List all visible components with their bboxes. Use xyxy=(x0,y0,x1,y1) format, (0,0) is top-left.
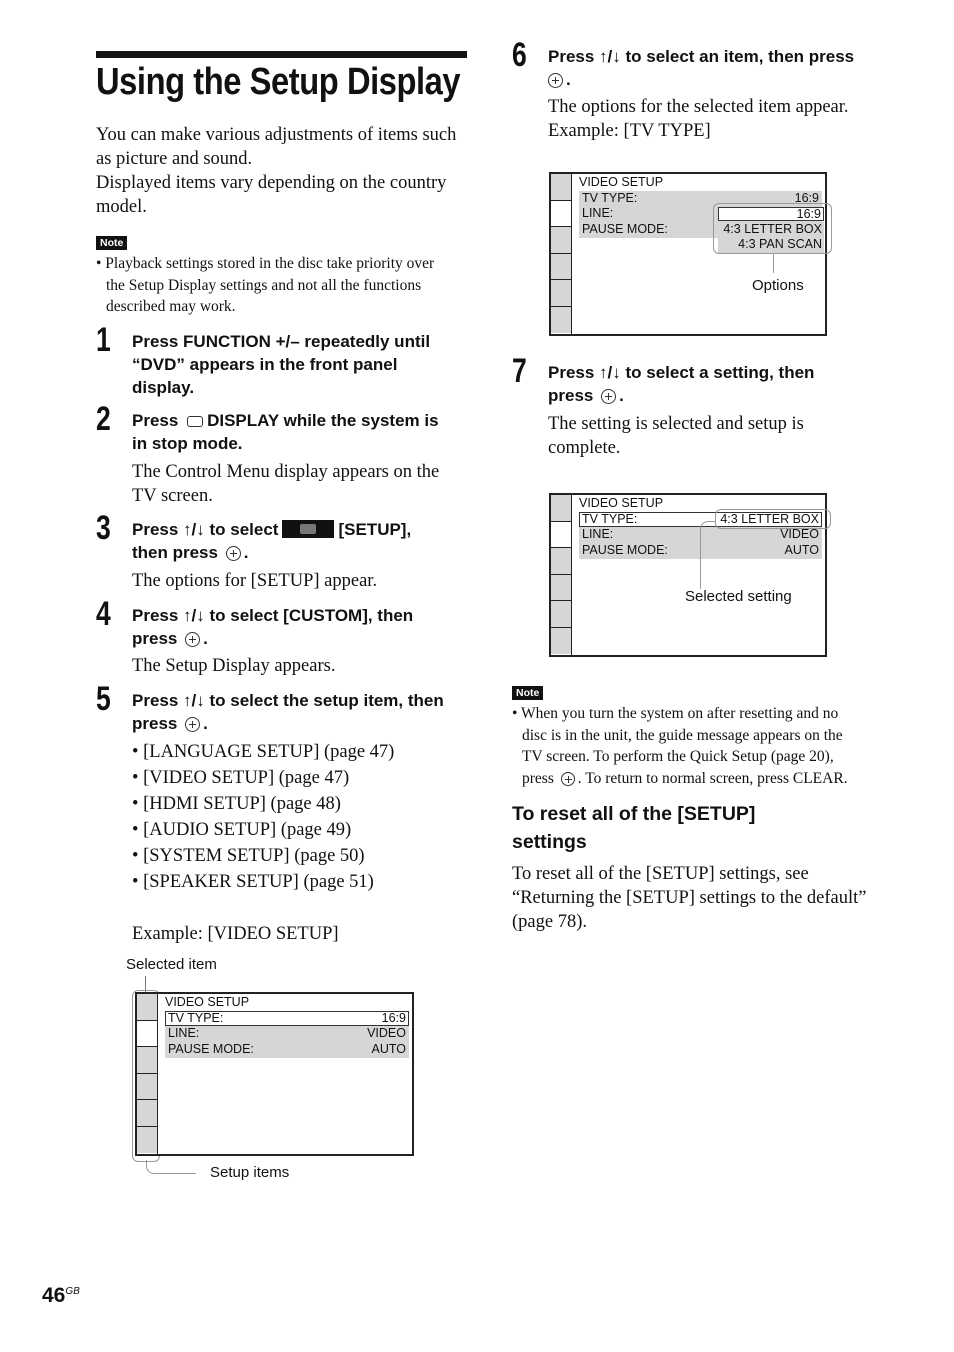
list-item: • [LANGUAGE SETUP] (page 47) xyxy=(132,742,395,762)
step-3-text: Press ↑/↓ to select [SETUP], then press . xyxy=(132,520,412,562)
step-2-text xyxy=(132,409,472,455)
selected-setting-callout: Selected setting xyxy=(685,588,792,605)
setup-tab-selected[interactable] xyxy=(137,1021,157,1048)
setting-value: AUTO xyxy=(371,1042,406,1056)
note-line: the Setup Display settings and not all the functions xyxy=(106,276,422,294)
note-line: TV screen. To perform the Quick Setup (page 20), xyxy=(522,748,834,765)
setting-row[interactable] xyxy=(165,1026,409,1042)
setting-value: VIDEO xyxy=(780,527,819,541)
enter-button-icon xyxy=(601,389,616,404)
setup-tab-selected[interactable] xyxy=(551,201,571,228)
option-item[interactable]: 4:3 PAN SCAN xyxy=(718,237,824,253)
example-caption: Example: [VIDEO SETUP] xyxy=(132,924,339,944)
setup-tab[interactable] xyxy=(551,227,571,254)
reset-text xyxy=(512,862,902,934)
desc-line: Example: [TV TYPE] xyxy=(548,121,711,141)
reset-line: (page 78). xyxy=(512,912,587,932)
selected-setting-bracket xyxy=(715,509,831,529)
setting-value: 4:3 LETTER BOX xyxy=(720,512,819,526)
step-6-desc xyxy=(548,95,849,143)
setting-label: PAUSE MODE: xyxy=(168,1042,254,1056)
enter-button-icon xyxy=(185,632,200,647)
screen-header: VIDEO SETUP xyxy=(165,995,250,1009)
list-item: • [SYSTEM SETUP] (page 50) xyxy=(132,846,365,866)
heading-line: settings xyxy=(512,831,587,853)
setup-tab[interactable] xyxy=(551,601,571,628)
setup-tab[interactable] xyxy=(551,307,571,334)
step-3-desc: The options for [SETUP] appear. xyxy=(132,571,378,591)
page-number xyxy=(42,1284,80,1308)
enter-button-icon xyxy=(226,546,241,561)
note-line: press xyxy=(522,769,554,787)
reset-line: To reset all of the [SETUP] settings, see xyxy=(512,864,809,884)
list-item: • [VIDEO SETUP] (page 47) xyxy=(132,768,350,788)
setting-label: TV TYPE: xyxy=(582,191,638,205)
setting-row-selected[interactable] xyxy=(165,1011,409,1026)
step-line: [SETUP], xyxy=(338,520,412,539)
options-bracket xyxy=(713,203,832,254)
note-line: • When you turn the system on after resetting and no xyxy=(512,705,839,722)
setup-tab[interactable] xyxy=(551,495,571,522)
step-line: display. xyxy=(132,378,195,397)
step-number: 5 xyxy=(96,680,111,718)
step-2-desc xyxy=(132,460,439,508)
step-line: in stop mode. xyxy=(132,434,243,453)
enter-button-icon xyxy=(185,717,200,732)
setup-tab-column xyxy=(137,994,158,1154)
step-line: Press xyxy=(132,411,179,430)
page-number-value: 46 xyxy=(42,1284,66,1307)
page-suffix: GB xyxy=(65,1286,80,1297)
heading-line: To reset all of the [SETUP] xyxy=(512,803,756,825)
step-line: Press ↑/↓ to select a setting, then xyxy=(548,363,815,382)
enter-button-icon xyxy=(548,73,563,88)
step-1-text xyxy=(132,330,472,399)
step-line: press xyxy=(132,629,178,648)
setup-tab-selected[interactable] xyxy=(551,522,571,549)
screen-header: VIDEO SETUP xyxy=(579,175,664,189)
setting-label: PAUSE MODE: xyxy=(582,543,668,557)
setup-tab[interactable] xyxy=(551,254,571,281)
setting-label: LINE: xyxy=(582,527,614,541)
note-line: described may work. xyxy=(106,298,236,315)
setup-tab-column xyxy=(551,174,572,334)
reset-line: “Returning the [SETUP] settings to the default” xyxy=(512,888,867,908)
toolbox-icon xyxy=(282,520,334,538)
step-number: 7 xyxy=(512,352,527,390)
setup-screen-video xyxy=(135,992,414,1156)
setting-label: TV TYPE: xyxy=(168,1011,224,1025)
desc-line: complete. xyxy=(548,438,621,458)
step-4-desc: The Setup Display appears. xyxy=(132,656,336,676)
step-number: 1 xyxy=(96,321,111,359)
step-line: DISPLAY while the system is xyxy=(207,411,439,430)
selected-item-callout: Selected item xyxy=(126,956,217,973)
step-line: Press ↑/↓ to select the setup item, then xyxy=(132,691,444,710)
setting-value: 16:9 xyxy=(381,1011,406,1025)
note-badge: Note xyxy=(96,236,127,250)
callout-line xyxy=(773,254,774,273)
step-number: 2 xyxy=(96,400,111,438)
callout-line xyxy=(146,1160,196,1174)
setting-label: LINE: xyxy=(582,206,614,220)
step-7-text: Press ↑/↓ to select a setting, then press . xyxy=(548,361,908,407)
section-heading xyxy=(512,800,755,856)
step-number: 3 xyxy=(96,509,111,547)
step-line: Press ↑/↓ to select xyxy=(132,520,279,539)
option-selected[interactable]: 16:9 xyxy=(718,207,824,221)
intro-text xyxy=(96,123,476,219)
step-number: 4 xyxy=(96,595,111,633)
step-4-text: Press ↑/↓ to select [CUSTOM], then press . xyxy=(132,604,472,650)
setting-row[interactable] xyxy=(165,1042,409,1058)
step-5-text: Press ↑/↓ to select the setup item, then press . xyxy=(132,689,477,735)
title-rule xyxy=(96,51,467,58)
callout-line xyxy=(700,521,716,589)
page-title: Using the Setup Display xyxy=(96,61,461,103)
setup-item-list xyxy=(132,739,394,895)
display-button-icon xyxy=(187,416,203,427)
setting-label: PAUSE MODE: xyxy=(582,222,668,236)
step-line: press xyxy=(548,386,594,405)
step-line: Press ↑/↓ to select an item, then press xyxy=(548,47,855,66)
setup-tab[interactable] xyxy=(137,994,157,1021)
note-line: . To return to normal screen, press CLEAR. xyxy=(577,769,848,787)
list-item: • [HDMI SETUP] (page 48) xyxy=(132,794,341,814)
step-line: then press xyxy=(132,543,218,562)
options-callout: Options xyxy=(752,277,804,294)
intro-line: model. xyxy=(96,197,147,217)
step-number: 6 xyxy=(512,36,527,74)
enter-button-icon xyxy=(561,772,575,786)
note-text xyxy=(512,703,902,789)
step-line: Press FUNCTION +/– repeatedly until xyxy=(132,332,431,351)
desc-line: TV screen. xyxy=(132,486,213,506)
desc-line: The options for the selected item appear. xyxy=(548,97,849,117)
step-7-desc xyxy=(548,412,804,460)
setup-tab[interactable] xyxy=(551,174,571,201)
setup-tab-column xyxy=(551,495,572,655)
setting-label: LINE: xyxy=(168,1026,200,1040)
intro-line: as picture and sound. xyxy=(96,149,253,169)
setup-tab[interactable] xyxy=(551,548,571,575)
setting-value: AUTO xyxy=(784,543,819,557)
desc-line: The Control Menu display appears on the xyxy=(132,462,440,482)
setup-items-callout: Setup items xyxy=(210,1164,290,1181)
list-item: • [SPEAKER SETUP] (page 51) xyxy=(132,872,374,892)
list-item: • [AUDIO SETUP] (page 49) xyxy=(132,820,352,840)
note-line: disc is in the unit, the guide message appears on the xyxy=(522,726,843,744)
desc-line: The setting is selected and setup is xyxy=(548,414,804,434)
setup-tab[interactable] xyxy=(551,575,571,602)
note-line: • Playback settings stored in the disc take priority over xyxy=(96,255,435,272)
intro-line: Displayed items vary depending on the country xyxy=(96,173,447,193)
setting-value: VIDEO xyxy=(367,1026,406,1040)
step-6-text: Press ↑/↓ to select an item, then press . xyxy=(548,45,908,91)
note-badge: Note xyxy=(512,686,543,700)
option-item[interactable]: 4:3 LETTER BOX xyxy=(718,222,824,238)
setup-tab[interactable] xyxy=(137,1100,157,1127)
setting-label: TV TYPE: xyxy=(582,512,638,526)
note-text xyxy=(96,253,476,318)
step-line: “DVD” appears in the front panel xyxy=(132,355,398,374)
intro-line: You can make various adjustments of items such xyxy=(96,125,457,145)
setup-screen-tv-type xyxy=(549,172,827,336)
step-line: Press ↑/↓ to select [CUSTOM], then xyxy=(132,606,414,625)
setup-tab[interactable] xyxy=(137,1047,157,1074)
setup-tab[interactable] xyxy=(551,628,571,655)
setup-tab[interactable] xyxy=(551,280,571,307)
step-line: press xyxy=(132,714,178,733)
setup-tab[interactable] xyxy=(137,1074,157,1101)
setup-tab[interactable] xyxy=(137,1127,157,1154)
screen-header: VIDEO SETUP xyxy=(579,496,664,510)
setting-value: 16:9 xyxy=(794,191,819,205)
